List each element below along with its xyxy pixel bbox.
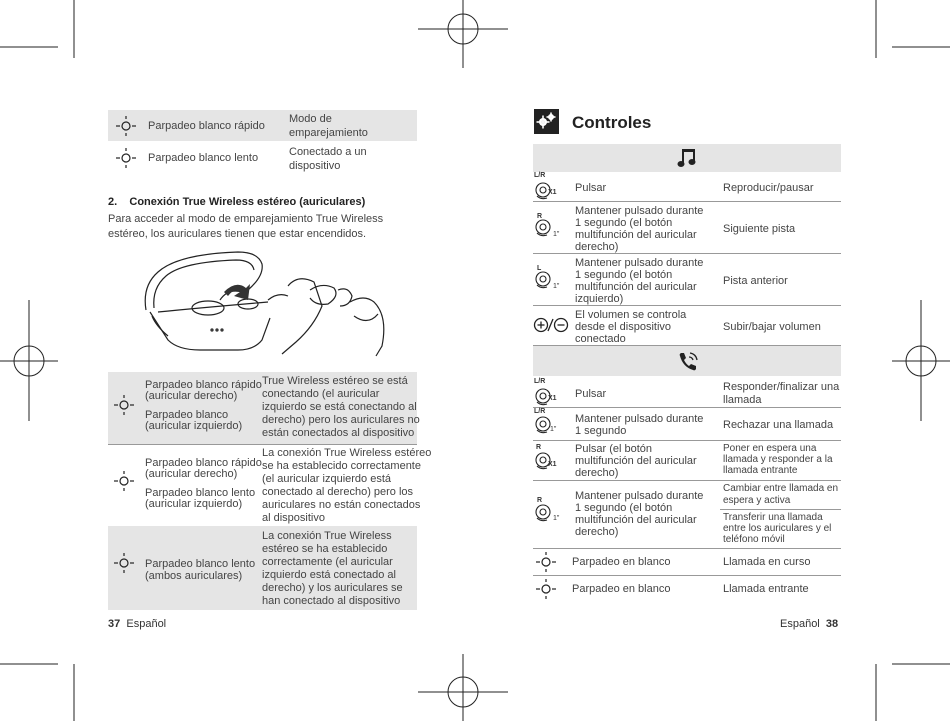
phone-call-icon	[676, 350, 700, 372]
earbud-side-badge: L	[537, 265, 542, 272]
section-intro: Para acceder al modo de emparejamiento True Wireless estéreo, los auriculares tienen que estar encendidos.	[108, 213, 384, 240]
control-result: Poner en espera una llamada y responder a la llamada entrante	[723, 443, 833, 476]
earbud-side-badge: R	[536, 444, 542, 451]
volume-plus-minus-icon	[533, 316, 569, 334]
tws-meaning-text: True Wireless estéreo se está conectando (el auricular izquierdo se está conectando al derecho) pero los auriculares no están conectados al dispositivo	[262, 375, 420, 439]
tws-led-text: Parpadeo blanco rápido (auricular derecho) Parpadeo blanco (auricular izquierdo)	[145, 379, 262, 432]
earbud-side-badge: R	[537, 497, 543, 504]
footer-right: Español 38	[780, 618, 839, 630]
hold-duration-badge: 1"	[550, 426, 557, 433]
led-flash-icon	[114, 115, 138, 137]
control-action: Pulsar (el botón multifunción del auricular derecho)	[575, 443, 697, 479]
control-result: Subir/bajar volumen	[723, 321, 821, 333]
led-flash-icon	[112, 394, 136, 416]
control-result: Llamada en curso	[723, 556, 811, 568]
control-action: Mantener pulsado durante 1 segundo (el botón multifunción del auricular derecho)	[575, 205, 704, 253]
control-result: Rechazar una llamada	[723, 419, 834, 431]
earbuds-case-illustration	[138, 246, 398, 358]
led-flash-icon	[534, 578, 558, 600]
control-result: Responder/finalizar una llamada	[723, 381, 840, 406]
control-action: Pulsar	[575, 388, 607, 400]
touch-hold-icon	[533, 500, 561, 528]
led-meaning: Modo de emparejamiento	[289, 113, 368, 139]
led-label: Parpadeo blanco rápido	[148, 120, 265, 132]
press-count-badge: X1	[548, 461, 557, 468]
control-action: Parpadeo en blanco	[572, 556, 671, 568]
control-action: Mantener pulsado durante 1 segundo (el botón multifunción del auricular derecho)	[575, 490, 704, 538]
led-flash-icon	[112, 470, 136, 492]
earbud-side-badge: L/R	[534, 408, 546, 415]
tws-led-text: Parpadeo blanco lento (ambos auriculares)	[145, 558, 256, 582]
tws-meaning-text: La conexión True Wireless estéreo se ha establecido correctamente (el auricular izquierdo está conectado al derecho) pero los auriculares no están conectados al dispositivo	[262, 447, 432, 524]
control-action: Parpadeo en blanco	[572, 583, 671, 595]
hold-duration-badge: 1"	[553, 515, 560, 522]
music-note-icon	[677, 147, 697, 169]
hold-duration-badge: 1"	[553, 283, 560, 290]
controls-title: Controles	[572, 113, 652, 132]
led-flash-icon	[112, 552, 136, 574]
press-count-badge: X1	[548, 395, 557, 402]
earbud-side-badge: L/R	[534, 378, 546, 385]
control-action: Mantener pulsado durante 1 segundo	[575, 413, 704, 437]
control-action: Mantener pulsado durante 1 segundo (el botón multifunción del auricular izquierdo)	[575, 257, 704, 305]
footer-left: 37 Español	[108, 618, 167, 630]
led-flash-icon	[534, 551, 558, 573]
hold-duration-badge: 1"	[553, 231, 560, 238]
control-result: Llamada entrante	[723, 583, 809, 595]
led-meaning: Conectado a un dispositivo	[289, 146, 367, 172]
led-flash-icon	[114, 147, 138, 169]
control-result: Siguiente pista	[723, 223, 796, 235]
tws-led-text: Parpadeo blanco rápido (auricular derecho) Parpadeo blanco lento (auricular izquierdo)	[145, 457, 262, 510]
earbud-side-badge: R	[537, 213, 543, 220]
earbud-side-badge: L/R	[534, 172, 546, 179]
control-action: Pulsar	[575, 182, 607, 194]
led-label: Parpadeo blanco lento	[148, 152, 259, 164]
tws-meaning-text: La conexión True Wireless estéreo se ha establecido correctamente (el auricular izquierdo está conectado al derecho) y los auriculares se han conectado al dispositivo	[262, 530, 403, 607]
control-result: Reproducir/pausar	[723, 182, 814, 194]
press-count-badge: X1	[548, 189, 557, 196]
control-action: El volumen se controla desde el dispositivo conectado	[575, 309, 687, 345]
gears-icon	[534, 109, 559, 134]
control-result: Cambiar entre llamada en espera y activa	[723, 483, 839, 506]
control-result: Pista anterior	[723, 275, 788, 287]
section-title: 2. Conexión True Wireless estéreo (auriculares)	[108, 196, 366, 208]
control-result: Transferir una llamada entre los auriculares y el teléfono móvil	[723, 512, 832, 545]
